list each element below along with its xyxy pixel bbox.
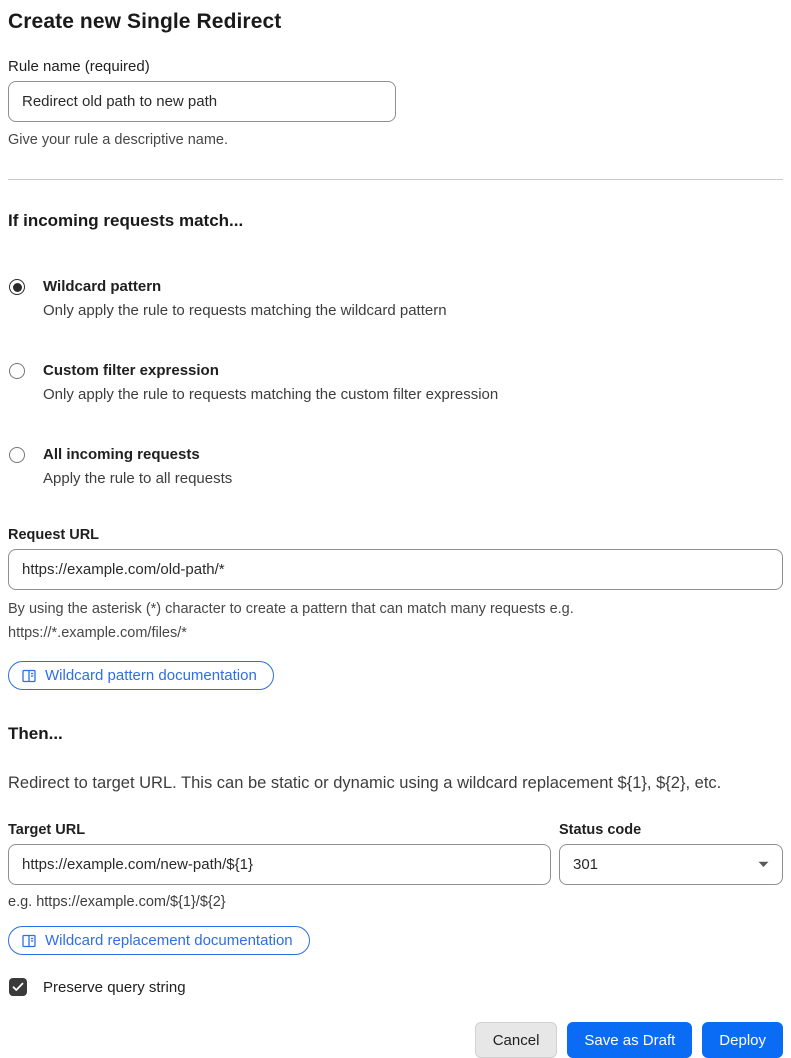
deploy-button[interactable]: Deploy bbox=[702, 1022, 783, 1058]
radio-option-all-requests[interactable] bbox=[8, 445, 783, 489]
preserve-query-string-label: Preserve query string bbox=[43, 978, 186, 996]
doc-button-label: Wildcard replacement documentation bbox=[45, 932, 293, 949]
book-icon bbox=[21, 933, 37, 949]
radio-button-icon[interactable] bbox=[9, 363, 25, 379]
radio-button-icon[interactable] bbox=[9, 279, 25, 295]
book-icon bbox=[21, 668, 37, 684]
radio-option-description: Only apply the rule to requests matching the wildcard pattern bbox=[43, 302, 447, 319]
doc-button-label: Wildcard pattern documentation bbox=[45, 667, 257, 684]
radio-option-description: Apply the rule to all requests bbox=[43, 470, 233, 487]
rule-name-input[interactable] bbox=[8, 81, 396, 122]
radio-option-wildcard-pattern[interactable] bbox=[8, 277, 783, 321]
radio-option-label: Custom filter expression bbox=[43, 362, 219, 379]
match-section-heading: If incoming requests match... bbox=[8, 211, 244, 230]
chevron-down-icon bbox=[758, 861, 769, 868]
form-actions bbox=[8, 1022, 783, 1058]
checkbox-checked-icon[interactable] bbox=[9, 978, 27, 996]
status-code-select[interactable] bbox=[559, 844, 783, 885]
request-url-help-line2: https://*.example.com/files/* bbox=[8, 625, 187, 641]
cancel-button[interactable]: Cancel bbox=[475, 1022, 558, 1058]
radio-button-icon[interactable] bbox=[9, 447, 25, 463]
request-url-help-line1: By using the asterisk (*) character to create a pattern that can match many requests e.g. bbox=[8, 601, 574, 617]
request-url-input[interactable] bbox=[8, 549, 783, 590]
radio-option-label: Wildcard pattern bbox=[43, 278, 162, 295]
preserve-query-string-row[interactable] bbox=[8, 978, 783, 996]
radio-option-description: Only apply the rule to requests matching the custom filter expression bbox=[43, 386, 499, 403]
wildcard-pattern-doc-button[interactable] bbox=[8, 661, 274, 690]
save-as-draft-button[interactable]: Save as Draft bbox=[567, 1022, 692, 1058]
status-code-value: 301 bbox=[573, 856, 599, 873]
then-section-heading: Then... bbox=[8, 724, 63, 743]
target-url-input[interactable] bbox=[8, 844, 551, 885]
request-url-label: Request URL bbox=[8, 527, 100, 543]
page-title: Create new Single Redirect bbox=[8, 10, 282, 33]
section-divider bbox=[8, 179, 783, 180]
check-icon bbox=[12, 982, 24, 992]
target-url-label: Target URL bbox=[8, 822, 86, 838]
radio-option-custom-filter[interactable] bbox=[8, 361, 783, 405]
target-url-help: e.g. https://example.com/${1}/${2} bbox=[8, 894, 226, 910]
radio-option-label: All incoming requests bbox=[43, 446, 200, 463]
status-code-label: Status code bbox=[559, 822, 642, 838]
rule-name-label: Rule name (required) bbox=[8, 58, 150, 75]
redirect-description: Redirect to target URL. This can be static or dynamic using a wildcard replacement ${1}, ${2}, etc. bbox=[8, 774, 722, 792]
wildcard-replacement-doc-button[interactable] bbox=[8, 926, 310, 955]
rule-name-help: Give your rule a descriptive name. bbox=[8, 132, 229, 148]
